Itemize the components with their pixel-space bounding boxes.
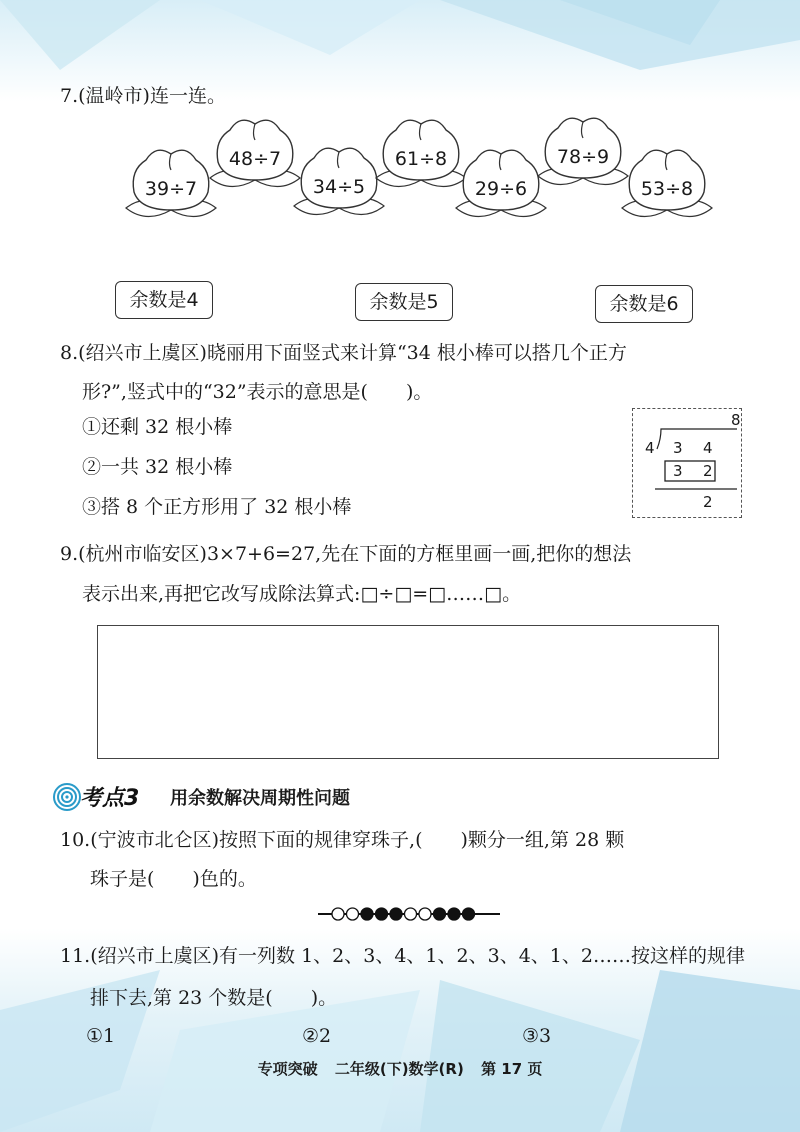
footer-grade: 二年级(下)数学(R) (334, 1060, 464, 1078)
top-decoration (0, 0, 800, 90)
peach-label: 53÷8 (640, 178, 694, 200)
product-ones: 2 (703, 462, 713, 480)
remainder: 2 (703, 493, 713, 511)
peach-label: 61÷8 (394, 148, 448, 170)
question-9-line-1: 9.(杭州市临安区)3×7+6=27,先在下面的方框里画一画,把你的想法 (60, 543, 632, 565)
dividend-tens: 3 (673, 439, 683, 457)
peach-label: 29÷6 (474, 178, 528, 200)
peach-7[interactable] (612, 140, 722, 230)
bead-white (332, 908, 344, 920)
question-11-line-2: 排下去,第 23 个数是( )。 (90, 987, 338, 1009)
drawing-area[interactable] (97, 625, 719, 759)
peach-label: 39÷7 (144, 178, 198, 200)
bead-black (390, 908, 402, 920)
divisor: 4 (645, 439, 655, 457)
question-11-option-2[interactable]: ②2 (302, 1025, 332, 1047)
page-footer (0, 1058, 800, 1079)
question-8-option-1[interactable]: ①还剩 32 根小棒 (82, 416, 233, 438)
footer-page: 第 17 页 (481, 1060, 543, 1078)
spiral-icon (52, 782, 82, 812)
quotient: 8 (731, 411, 741, 429)
peach-label: 78÷9 (556, 146, 610, 168)
bead-black (434, 908, 446, 920)
bead-black (376, 908, 388, 920)
question-11-line-1: 11.(绍兴市上虞区)有一列数 1、2、3、4、1、2、3、4、1、2……按这样的规律 (60, 945, 745, 967)
question-10-line-1: 10.(宁波市北仑区)按照下面的规律穿珠子,( )颗分一组,第 28 颗 (60, 829, 625, 851)
remainder-box-6[interactable]: 余数是6 (595, 285, 693, 323)
question-9-line-2: 表示出来,再把它改写成除法算式:□÷□=□……□。 (82, 583, 522, 605)
bead-white (405, 908, 417, 920)
footer-series: 专项突破 (257, 1060, 318, 1078)
question-8-line-1: 8.(绍兴市上虞区)晓丽用下面竖式来计算“34 根小棒可以搭几个正方 (60, 342, 627, 364)
product-tens: 3 (673, 462, 683, 480)
remainder-box-5[interactable]: 余数是5 (355, 283, 453, 321)
bead-string (316, 904, 502, 924)
question-11-option-1[interactable]: ①1 (86, 1025, 116, 1047)
question-11-option-3[interactable]: ③3 (522, 1025, 552, 1047)
bead-black (361, 908, 373, 920)
question-8-line-2: 形?”,竖式中的“32”表示的意思是( )。 (82, 381, 433, 403)
dividend-ones: 4 (703, 439, 713, 457)
question-7-text: 7.(温岭市)连一连。 (60, 85, 226, 107)
long-division-figure (632, 408, 742, 518)
bead-black (448, 908, 460, 920)
peach-label: 48÷7 (228, 148, 282, 170)
remainder-box-4[interactable]: 余数是4 (115, 281, 213, 319)
question-8-option-2[interactable]: ②一共 32 根小棒 (82, 456, 233, 478)
bead-white (419, 908, 431, 920)
section-title: 用余数解决周期性问题 (170, 788, 350, 809)
bead-black (463, 908, 475, 920)
section-label: 考点3 (80, 786, 140, 811)
peach-label: 34÷5 (312, 176, 366, 198)
bottom-decoration (0, 950, 800, 1132)
question-10-line-2: 珠子是( )色的。 (90, 868, 257, 890)
bead-white (347, 908, 359, 920)
question-8-option-3[interactable]: ③搭 8 个正方形用了 32 根小棒 (82, 496, 352, 518)
division-bracket (633, 409, 741, 517)
